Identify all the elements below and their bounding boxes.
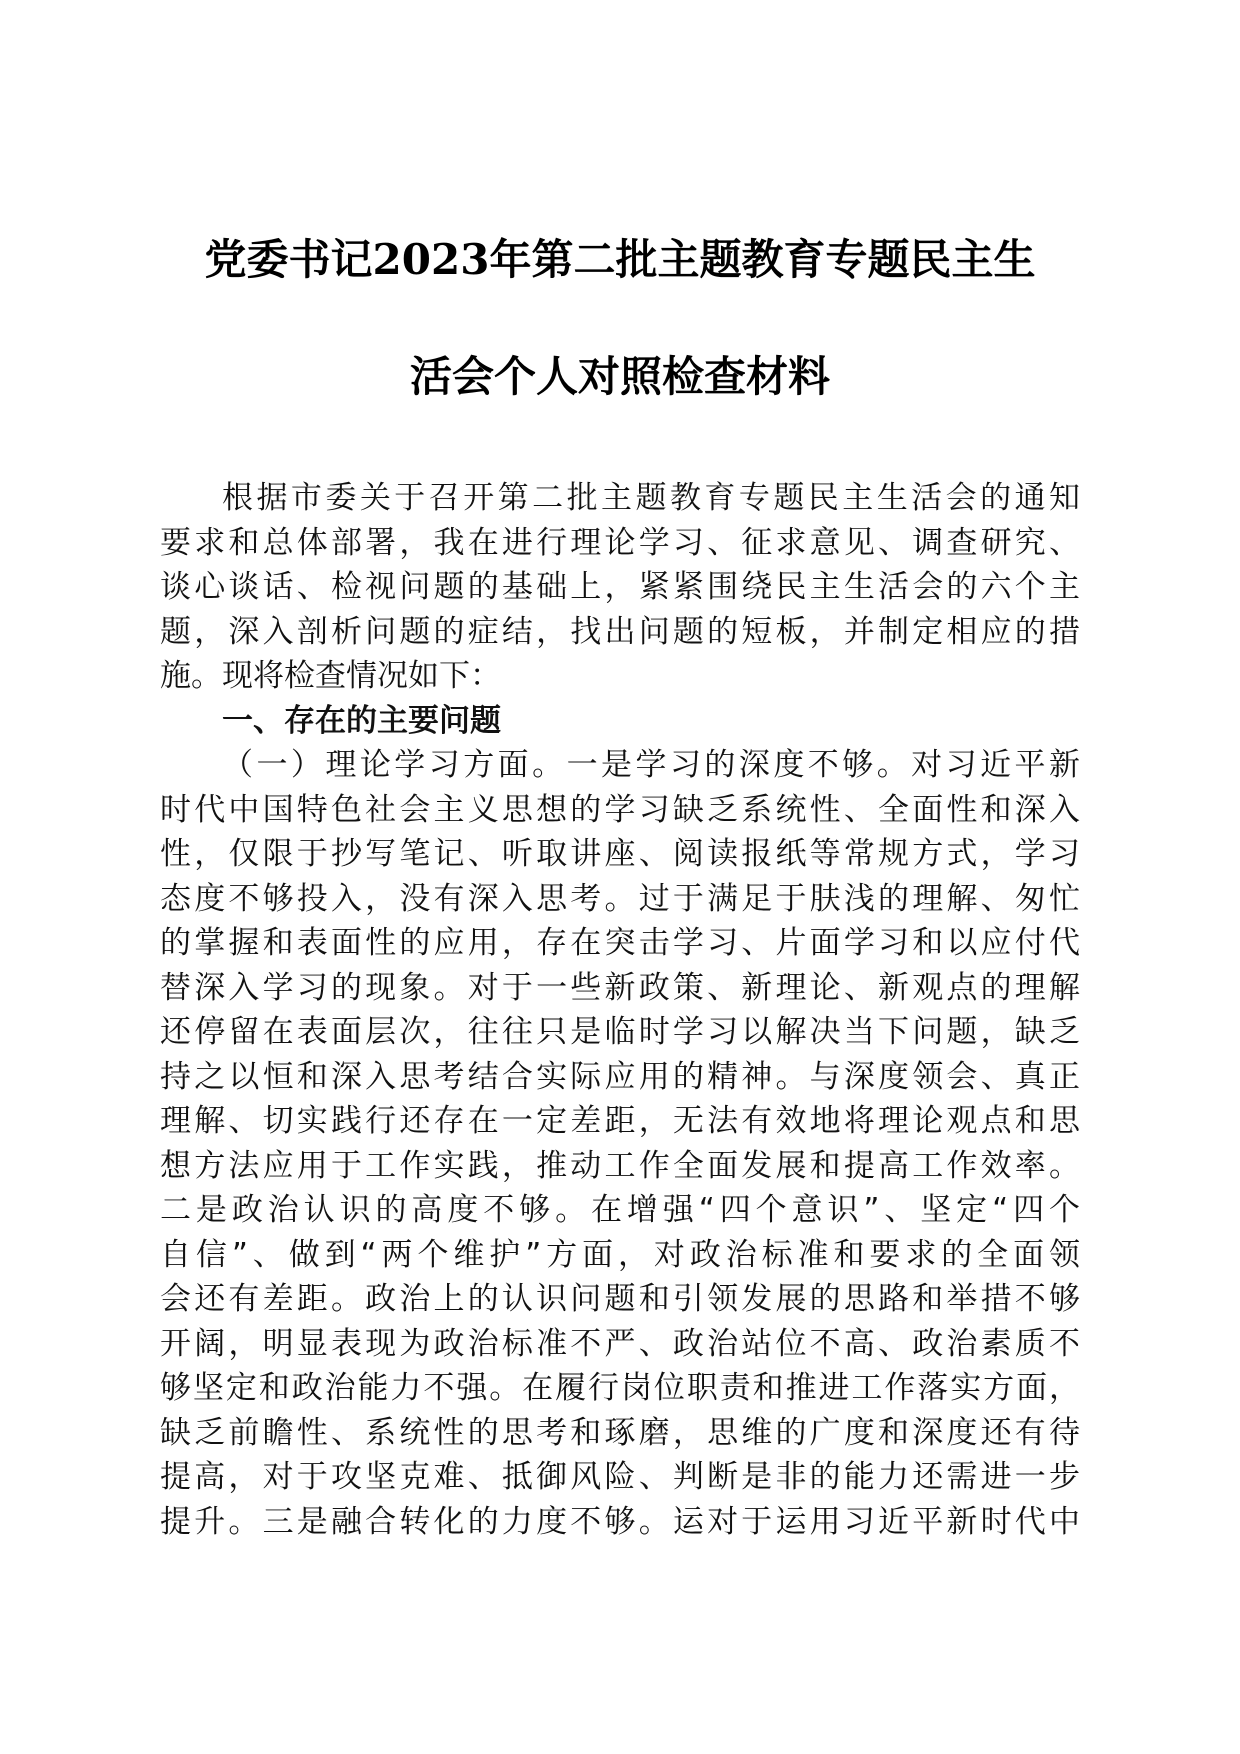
paragraph-line: 理解、切实践行还存在一定差距，无法有效地将理论观点和思: [160, 1103, 1080, 1139]
paragraph-line: 自信”、做到“两个维护”方面，对政治标准和要求的全面领: [160, 1236, 1080, 1273]
paragraph-line: 态度不够投入，没有深入思考。过于满足于肤浅的理解、匆忙: [160, 880, 1080, 917]
paragraph-line: 时代中国特色社会主义思想的学习缺乏系统性、全面性和深入: [160, 791, 1080, 828]
intro-line: 要求和总体部署，我在进行理论学习、征求意见、调查研究、: [160, 524, 1080, 561]
paragraph-line: 的掌握和表面性的应用，存在突击学习、片面学习和以应付代: [160, 925, 1080, 961]
paragraph-line: 二是政治认识的高度不够。在增强“四个意识”、坚定“四个: [160, 1192, 1080, 1228]
paragraph-line: 开阔，明显表现为政治标准不严、政治站位不高、政治素质不: [160, 1325, 1080, 1362]
paragraph-line: 想方法应用于工作实践，推动工作全面发展和提高工作效率。: [160, 1147, 1080, 1184]
paragraph-line: （一）理论学习方面。一是学习的深度不够。对习近平新: [222, 747, 1080, 783]
paragraph-line: 性，仅限于抄写笔记、听取讲座、阅读报纸等常规方式，学习: [160, 836, 1080, 872]
paragraph-line: 提高，对于攻坚克难、抵御风险、判断是非的能力还需进一步: [160, 1459, 1080, 1495]
paragraph-line: 替深入学习的现象。对于一些新政策、新理论、新观点的理解: [160, 969, 1080, 1006]
intro-line: 根据市委关于召开第二批主题教育专题民主生活会的通知: [222, 480, 1080, 516]
paragraph-line: 还停留在表面层次，往往只是临时学习以解决当下问题，缺乏: [160, 1014, 1080, 1050]
paragraph-line: 提升。三是融合转化的力度不够。运对于运用习近平新时代中: [160, 1503, 1080, 1540]
paragraph-line: 会还有差距。政治上的认识问题和引领发展的思路和举措不够: [160, 1281, 1080, 1317]
paragraph-line: 够坚定和政治能力不强。在履行岗位职责和推进工作落实方面，: [160, 1370, 1080, 1406]
document-title-line-1: 党委书记2023年第二批主题教育专题民主生: [204, 235, 1036, 284]
paragraph-line: 缺乏前瞻性、系统性的思考和琢磨，思维的广度和深度还有待: [160, 1414, 1080, 1451]
intro-line: 施。现将检查情况如下：: [160, 658, 501, 694]
intro-line: 谈心谈话、检视问题的基础上，紧紧围绕民主生活会的六个主: [160, 569, 1080, 605]
document-title-line-2: 活会个人对照检查材料: [409, 352, 830, 401]
document-body: [160, 476, 1080, 1544]
intro-line: 题，深入剖析问题的症结，找出问题的短板，并制定相应的措: [160, 613, 1080, 650]
paragraph-line: 持之以恒和深入思考结合实际应用的精神。与深度领会、真正: [160, 1058, 1080, 1095]
section-heading: 一、存在的主要问题: [222, 702, 501, 739]
